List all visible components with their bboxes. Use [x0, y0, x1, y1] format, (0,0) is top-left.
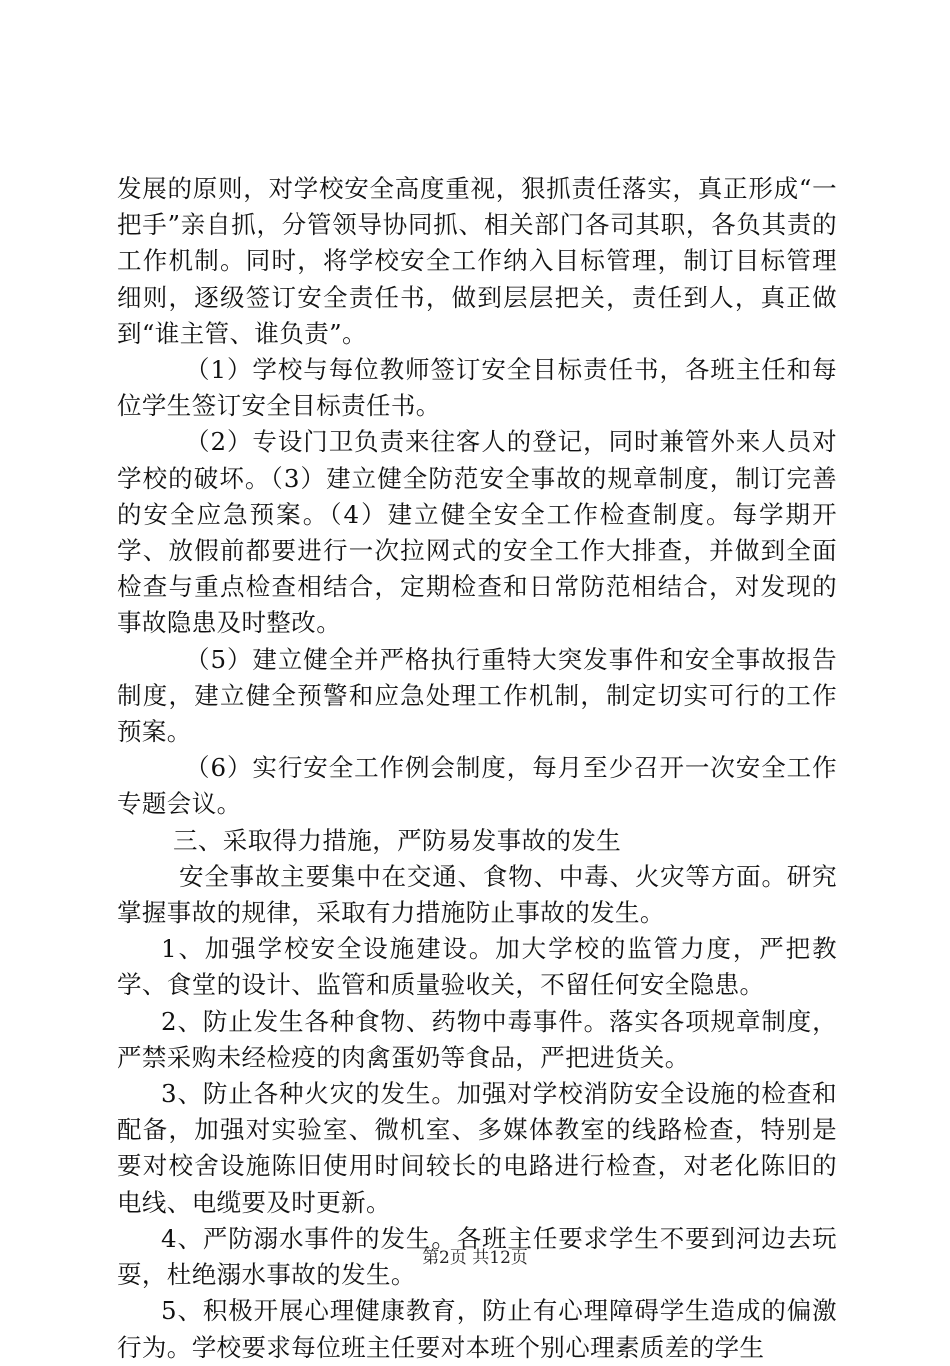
paragraph-item-1: （1）学校与每位教师签订安全目标责任书，各班主任和每位学生签订安全目标责任书。 [117, 355, 837, 421]
paragraph-measure-3: 3、防止各种火灾的发生。加强对学校消防安全设施的检查和配备，加强对实验室、微机室、多媒体教室的线路检查，特别是要对校舍设施陈旧使用时间较长的电路进行检查，对老化陈旧的电线、电缆要及时更新。 [117, 1079, 837, 1217]
paragraph-measure-5: 5、积极开展心理健康教育，防止有心理障碍学生造成的偏激行为。学校要求每位班主任要对本班个别心理素质差的学生 [117, 1296, 837, 1362]
paragraph-principle: 发展的原则，对学校安全高度重视，狠抓责任落实，真正形成“一把手”亲自抓，分管领导协同抓、相关部门各司其职，各负其责的工作机制。同时，将学校安全工作纳入目标管理，制订目标管理细则，逐级签订安全责任书，做到层层把关，责任到人，真正做到“谁主管、谁负责”。 [117, 174, 837, 348]
section-heading-3: 三、采取得力措施，严防易发事故的发生 [173, 825, 622, 855]
paragraph-measure-2: 2、防止发生各种食物、药物中毒事件。落实各项规章制度，严禁采购未经检疫的肉禽蛋奶等食品，严把进货关。 [117, 1006, 837, 1072]
paragraph-item-5: （5）建立健全并严格执行重特大突发事件和安全事故报告制度，建立健全预警和应急处理工作机制，制定切实可行的工作预案。 [117, 644, 837, 747]
page-footer: 第2页 共12页 [422, 1248, 528, 1268]
paragraph-accident-intro: 安全事故主要集中在交通、食物、中毒、火灾等方面。研究掌握事故的规律，采取有力措施防止事故的发生。 [117, 861, 837, 928]
paragraph-item-2-4: （2）专设门卫负责来往客人的登记，同时兼管外来人员对学校的破坏。（3）建立健全防范安全事故的规章制度，制订完善的安全应急预案。（4）建立健全安全工作检查制度。每学期开学、放假前都要进行一次拉网式的安全工作大排查，并做到全面检查与重点检查相结合，定期检查和日常防范相结合，对发现的事故隐患及时整改。 [117, 427, 837, 638]
paragraph-measure-4: 4、严防溺水事件的发生。各班主任要求学生不要到河边去玩耍，杜绝溺水事故的发生。 [117, 1223, 837, 1290]
paragraph-item-6: （6）实行安全工作例会制度，每月至少召开一次安全工作专题会议。 [117, 753, 837, 819]
paragraph-measure-1: 1、加强学校安全设施建设。加大学校的监管力度，严把教学、食堂的设计、监管和质量验收关，不留任何安全隐患。 [117, 934, 837, 1000]
document-body [117, 171, 837, 1366]
